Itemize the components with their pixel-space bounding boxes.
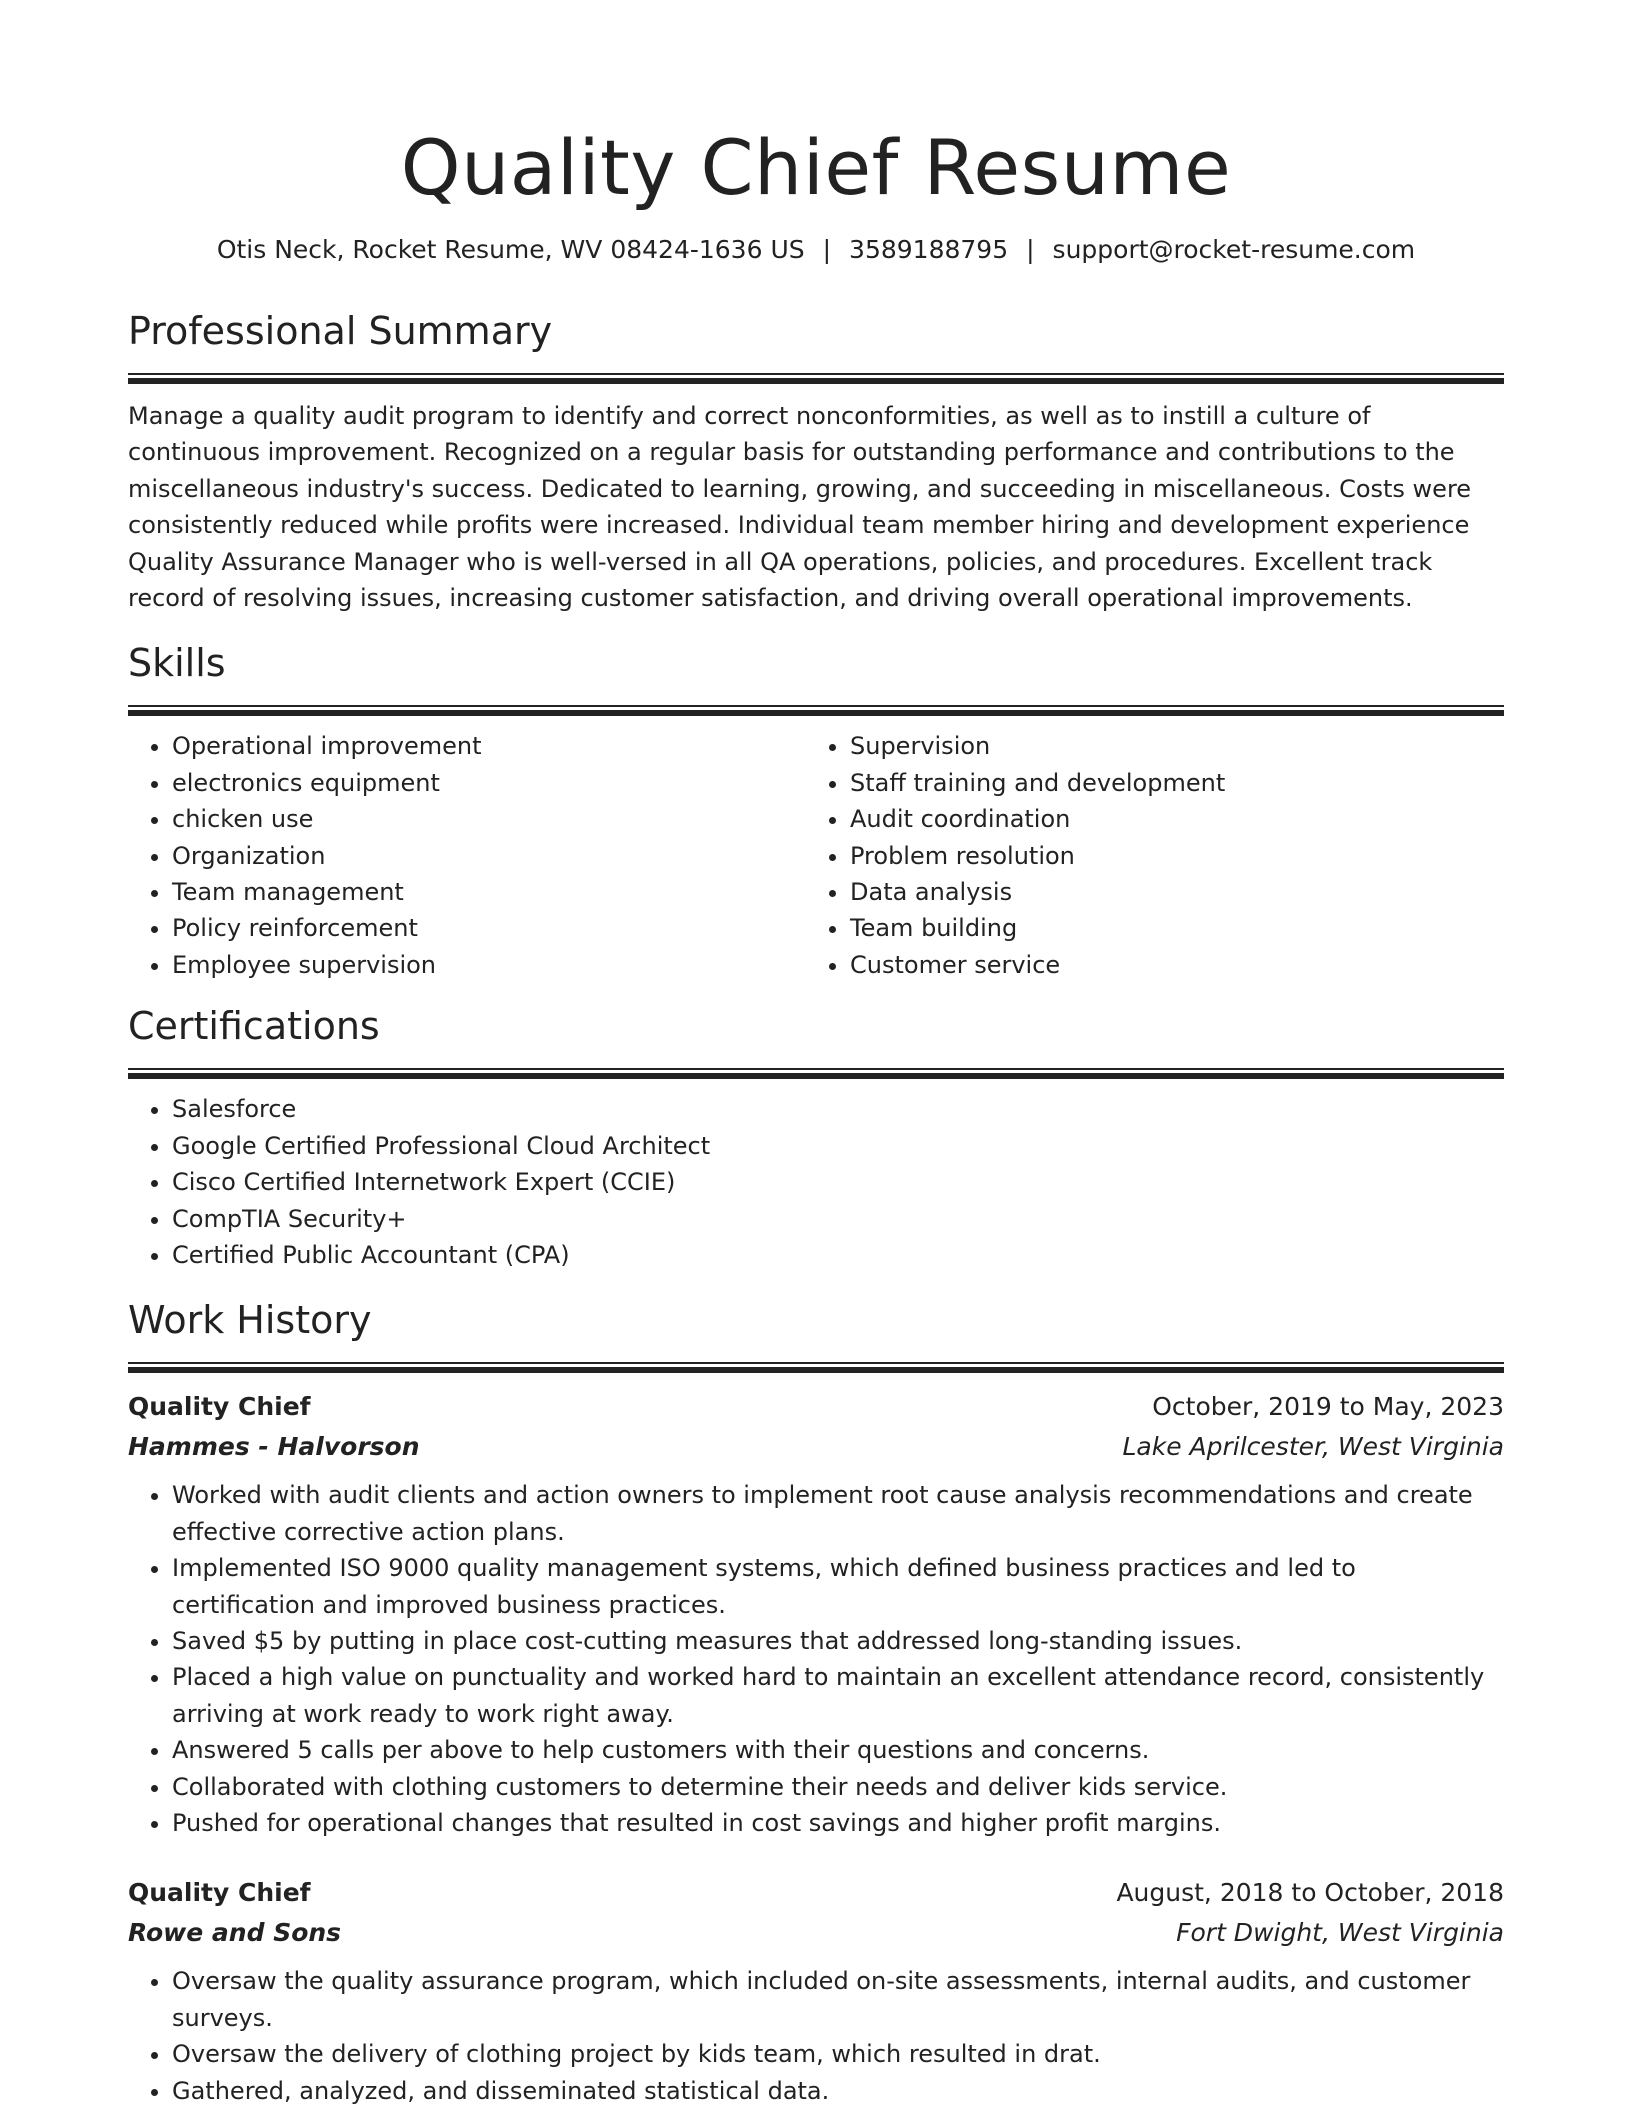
job-title: Quality Chief: [128, 1878, 311, 1908]
job-location: Fort Dwight, West Virginia: [1176, 1918, 1504, 1948]
certifications-heading: Certifications: [128, 1004, 380, 1049]
job-bullet: • Gathered, analyzed, and disseminated statistical data.: [172, 2073, 1504, 2109]
skills-list-left: [128, 728, 806, 983]
certification-item: • Certified Public Accountant (CPA): [172, 1237, 1504, 1273]
skill-item: • chicken use: [172, 801, 806, 837]
job-company: Rowe and Sons: [128, 1918, 342, 1948]
job-bullets: [128, 1963, 1504, 2109]
work-history-heading: Work History: [128, 1298, 372, 1343]
section-divider: [128, 705, 1504, 716]
certification-item: • CompTIA Security+: [172, 1201, 1504, 1237]
job-title: Quality Chief: [128, 1392, 311, 1422]
skills-column-right: [806, 728, 1484, 983]
job-company-row: [128, 1427, 1504, 1467]
job-company: Hammes - Halvorson: [128, 1432, 420, 1462]
skills-grid: [128, 728, 1504, 983]
resume-title: Quality Chief Resume: [400, 123, 1232, 212]
contact-phone: 3589188795: [849, 235, 1009, 264]
skill-item: • Customer service: [850, 947, 1484, 983]
work-history-section: [128, 1294, 1504, 2109]
certifications-section: [128, 1000, 1504, 1273]
job-bullet: • Worked with audit clients and action owners to implement root cause analysis recommendations and create effective corrective action plans.: [172, 1477, 1504, 1550]
job-location: Lake Aprilcester, West Virginia: [1122, 1432, 1504, 1462]
job-bullet: • Implemented ISO 9000 quality management systems, which defined business practices and led to certification and improved business practices.: [172, 1550, 1504, 1623]
contact-separator: |: [1026, 235, 1035, 264]
job-bullet: • Collaborated with clothing customers to determine their needs and deliver kids service.: [172, 1769, 1504, 1805]
job-bullet: • Oversaw the delivery of clothing project by kids team, which resulted in drat.: [172, 2036, 1504, 2072]
job-bullet: • Answered 5 calls per above to help customers with their questions and concerns.: [172, 1732, 1504, 1768]
job-title-row: [128, 1873, 1504, 1913]
summary-text: Manage a quality audit program to identify and correct nonconformities, as well as to instill a culture of continuous improvement. Recognized on a regular basis for outstanding performance and contributions to the miscellaneous industry's success. Dedicated to learning, growing, and succeeding in miscellaneous. Costs were consistently reduced while profits were increased. Individual team member hiring and development experience Quality Assurance Manager who is well-versed in all QA operations, policies, and procedures. Excellent track record of resolving issues, increasing customer satisfaction, and driving overall operational improvements.: [128, 402, 1472, 613]
section-divider: [128, 1068, 1504, 1079]
certification-item: • Cisco Certified Internetwork Expert (CCIE): [172, 1164, 1504, 1200]
skill-item: • Supervision: [850, 728, 1484, 764]
job-bullet: • Placed a high value on punctuality and worked hard to maintain an excellent attendance record, consistently arriving at work ready to work right away.: [172, 1659, 1504, 1732]
skills-list-right: [806, 728, 1484, 983]
skill-item: • Team building: [850, 910, 1484, 946]
job-bullets: [128, 1477, 1504, 1841]
certifications-list: [128, 1091, 1504, 1273]
skill-item: • Organization: [172, 838, 806, 874]
skill-item: • electronics equipment: [172, 765, 806, 801]
skill-item: • Team management: [172, 874, 806, 910]
job-dates: October, 2019 to May, 2023: [1152, 1392, 1504, 1422]
job-title-row: [128, 1387, 1504, 1427]
job-bullet: • Saved $5 by putting in place cost-cutting measures that addressed long-standing issues.: [172, 1623, 1504, 1659]
job-entry: [128, 1873, 1504, 2109]
skill-item: • Audit coordination: [850, 801, 1484, 837]
skills-heading: Skills: [128, 641, 226, 686]
job-bullet: • Pushed for operational changes that resulted in cost savings and higher profit margins.: [172, 1805, 1504, 1841]
skill-item: • Staff training and development: [850, 765, 1484, 801]
contact-separator: |: [822, 235, 832, 264]
contact-line: [128, 232, 1504, 268]
skill-item: • Operational improvement: [172, 728, 806, 764]
skill-item: • Employee supervision: [172, 947, 806, 983]
section-divider: [128, 1362, 1504, 1373]
skill-item: • Data analysis: [850, 874, 1484, 910]
contact-email[interactable]: support@rocket-resume.com: [1052, 235, 1416, 264]
certification-item: • Salesforce: [172, 1091, 1504, 1127]
job-bullet: • Oversaw the quality assurance program, which included on-site assessments, internal audits, and customer surveys.: [172, 1963, 1504, 2036]
resume-page: [128, 0, 1504, 2109]
skill-item: • Policy reinforcement: [172, 910, 806, 946]
summary-heading: Professional Summary: [128, 309, 553, 353]
skills-column-left: [128, 728, 806, 983]
job-entry: [128, 1387, 1504, 1841]
job-list: [128, 1387, 1504, 2109]
skills-section: [128, 637, 1504, 983]
skill-item: • Problem resolution: [850, 838, 1484, 874]
section-divider: [128, 373, 1504, 384]
job-dates: August, 2018 to October, 2018: [1116, 1878, 1504, 1908]
summary-section: [128, 305, 1504, 616]
certification-item: • Google Certified Professional Cloud Architect: [172, 1128, 1504, 1164]
job-company-row: [128, 1913, 1504, 1953]
contact-address: Otis Neck, Rocket Resume, WV 08424-1636 US: [216, 235, 805, 264]
